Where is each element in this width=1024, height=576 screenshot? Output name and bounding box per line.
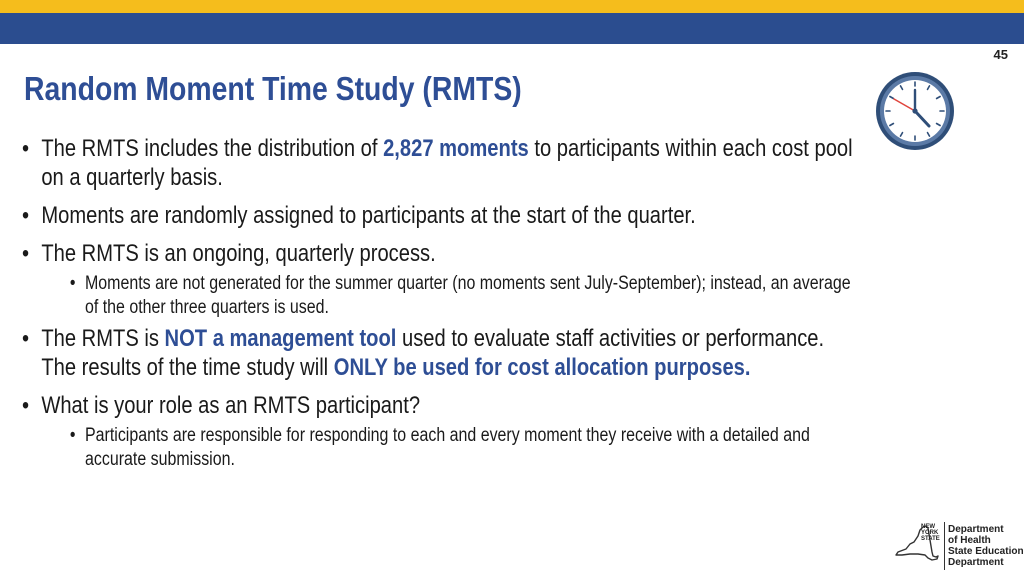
highlight-moments-count: 2,827 moments bbox=[383, 135, 529, 162]
sub-bullet-responsibility bbox=[41, 424, 862, 472]
clock-icon bbox=[874, 70, 956, 152]
highlight-not-management-tool: NOT a management tool bbox=[164, 325, 397, 352]
bullet-text: The RMTS includes the distribution of bbox=[41, 135, 384, 162]
bullet-text: to participants within each cost pool on a quarterly basis. bbox=[41, 135, 853, 191]
bullet-ongoing-process bbox=[22, 239, 862, 320]
bullet-rmts-distribution bbox=[22, 134, 862, 192]
logo-divider bbox=[944, 522, 945, 570]
bullet-text: Moments are randomly assigned to participants at the start of the quarter. bbox=[41, 202, 696, 229]
sub-bullet-summer-quarter bbox=[41, 272, 862, 320]
top-bar-blue bbox=[0, 13, 1024, 44]
nys-wordmark bbox=[921, 524, 943, 542]
bullet-text: The RMTS is an ongoing, quarterly process. bbox=[41, 240, 436, 267]
bullet-not-management-tool bbox=[22, 324, 862, 382]
bullet-text: What is your role as an RMTS participant? bbox=[41, 392, 421, 419]
bullet-participant-role bbox=[22, 391, 862, 472]
logo-line: Department bbox=[948, 524, 1004, 535]
highlight-cost-allocation: ONLY be used for cost allocation purposes. bbox=[333, 354, 751, 381]
sub-bullet-list bbox=[41, 424, 862, 472]
bullet-text: used to evaluate staff activities or performance. The results of the time study will bbox=[41, 325, 825, 381]
logo-state-line: STATE bbox=[921, 536, 940, 542]
sub-bullet-text: Moments are not generated for the summer quarter (no moments sent July-September); instead, an average of the other three quarters is used. bbox=[85, 273, 851, 318]
logo-line: State Education bbox=[948, 546, 1024, 557]
bullet-list bbox=[22, 134, 862, 476]
sub-bullet-list bbox=[41, 272, 862, 320]
slide-title: Random Moment Time Study (RMTS) bbox=[24, 70, 522, 107]
nys-logo bbox=[888, 520, 1024, 572]
logo-departments bbox=[948, 524, 1024, 568]
logo-state-line: YORK bbox=[921, 530, 939, 536]
bullet-random-assignment bbox=[22, 201, 862, 230]
logo-line: of Health bbox=[948, 535, 991, 546]
bullet-text: The RMTS is bbox=[41, 325, 165, 352]
sub-bullet-text: Participants are responsible for responding to each and every moment they receive with a detailed and accurate submission. bbox=[85, 425, 810, 470]
logo-line: Department bbox=[948, 557, 1004, 568]
top-bar-gold bbox=[0, 0, 1024, 13]
logo-state-line: NEW bbox=[921, 524, 935, 530]
page-number: 45 bbox=[993, 47, 1008, 62]
